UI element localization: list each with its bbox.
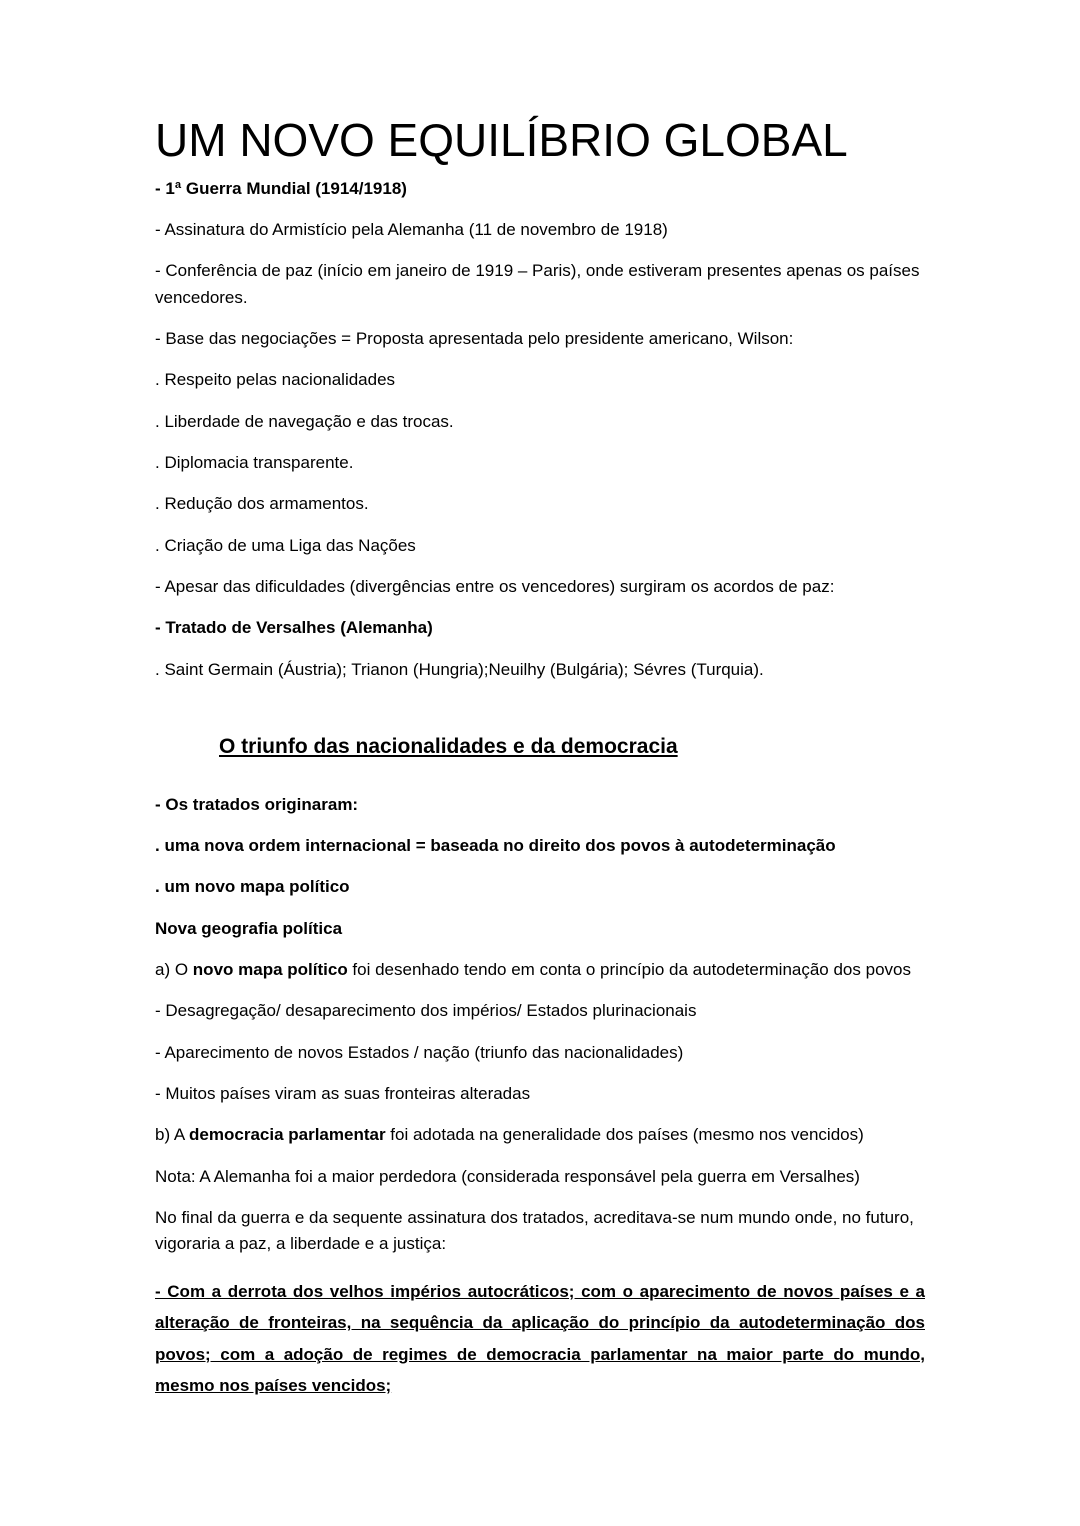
- paragraph-peace-conference: - Conferência de paz (início em janeiro de 1919 – Paris), onde estiveram presentes apenas os países vencedores.: [155, 261, 920, 307]
- section-heading-triumph: O triunfo das nacionalidades e da democracia: [219, 735, 678, 759]
- list-item-new-order: . uma nova ordem internacional = baseada no direito dos povos à autodeterminação: [155, 836, 836, 856]
- list-item-new-political-map: . um novo mapa político: [155, 877, 350, 897]
- text-segment-bold: novo mapa político: [192, 960, 348, 980]
- paragraph-new-political-geography: Nova geografia política: [155, 918, 343, 938]
- text-segment: foi desenhado tendo em conta o princípio da autodeterminação dos povos: [347, 960, 911, 980]
- subtitle-ww1: - 1ª Guerra Mundial (1914/1918): [155, 178, 407, 198]
- list-item-diplomacy: . Diplomacia transparente.: [155, 453, 354, 473]
- page-title: UM NOVO EQUILÍBRIO GLOBAL: [155, 114, 848, 166]
- text-segment-bold: democracia parlamentar: [189, 1125, 386, 1145]
- paragraph-new-states: - Aparecimento de novos Estados / nação (triunfo das nacionalidades): [155, 1042, 684, 1062]
- paragraph-other-treaties: . Saint Germain (Áustria); Trianon (Hungria);Neuilhy (Bulgária); Sévres (Turquia).: [155, 659, 764, 679]
- paragraph-versailles-treaty: - Tratado de Versalhes (Alemanha): [155, 618, 433, 638]
- list-item-nationalities: . Respeito pelas nacionalidades: [155, 370, 396, 390]
- paragraph-armistice: - Assinatura do Armistício pela Alemanha (11 de novembro de 1918): [155, 220, 668, 240]
- paragraph-peace-accords: - Apesar das dificuldades (divergências entre os vencedores) surgiram os acordos de paz:: [155, 577, 835, 597]
- paragraph-borders-changed: - Muitos países viram as suas fronteiras alteradas: [155, 1084, 531, 1104]
- paragraph-empires-disintegration: - Desagregação/ desaparecimento dos impérios/ Estados plurinacionais: [155, 1001, 697, 1021]
- text-segment: a) O: [155, 960, 193, 980]
- text-segment: b) A: [155, 1125, 190, 1145]
- paragraph-a-political-map: [155, 957, 925, 983]
- list-item-navigation: . Liberdade de navegação e das trocas.: [155, 411, 454, 431]
- paragraph-conclusion-underlined: - Com a derrota dos velhos impérios autocráticos; com o aparecimento de novos países e a alteração de fronteiras, na sequência da aplicação do princípio da autodeterminação dos povos; com a adoção de regimes de democracia parlamentar na maior parte do mundo, mesmo nos países vencidos;: [155, 1281, 925, 1396]
- paragraph-treaties-originated: - Os tratados originaram:: [155, 794, 359, 814]
- paragraph-note-germany: Nota: A Alemanha foi a maior perdedora (considerada responsável pela guerra em Versalhes): [155, 1166, 860, 1186]
- paragraph-end-of-war: No final da guerra e da sequente assinatura dos tratados, acreditava-se num mundo onde, no futuro, vigoraria a paz, a liberdade e a justiça:: [155, 1208, 914, 1254]
- paragraph-negotiation-base: - Base das negociações = Proposta apresentada pelo presidente americano, Wilson:: [155, 329, 794, 349]
- list-item-league-of-nations: . Criação de uma Liga das Nações: [155, 535, 416, 555]
- text-segment: foi adotada na generalidade dos países (mesmo nos vencidos): [385, 1125, 864, 1145]
- paragraph-b-parliamentary-democracy: [155, 1122, 925, 1148]
- list-item-armaments: . Redução dos armamentos.: [155, 494, 369, 514]
